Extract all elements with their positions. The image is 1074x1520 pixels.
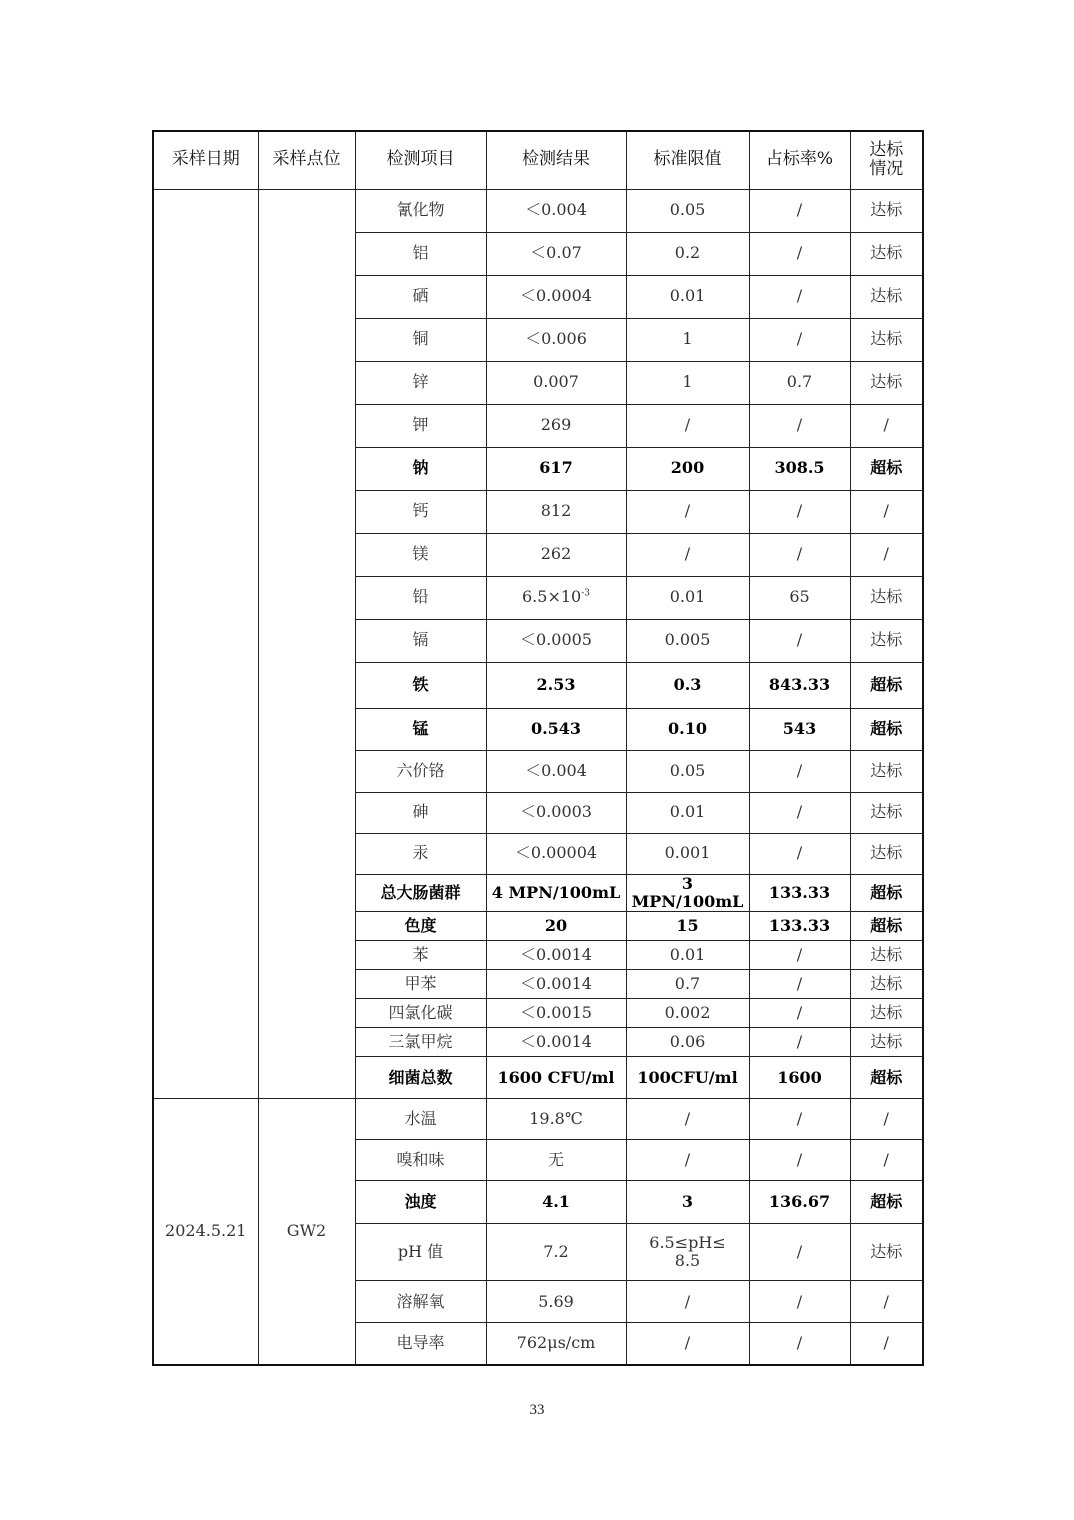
ratio-cell: / <box>749 1224 850 1281</box>
status-cell: 达标 <box>850 361 923 404</box>
result-cell: 0.543 <box>486 708 626 750</box>
status-cell: 达标 <box>850 1028 923 1057</box>
limit-cell: 1 <box>626 318 749 361</box>
ratio-cell: 133.33 <box>749 874 850 912</box>
limit-cell: 0.05 <box>626 750 749 792</box>
item-cell: 铅 <box>355 576 486 619</box>
item-cell: 铜 <box>355 318 486 361</box>
page-number: 33 <box>529 1402 545 1418</box>
limit-cell: 0.05 <box>626 189 749 232</box>
item-cell: 铝 <box>355 232 486 275</box>
ratio-cell: / <box>749 404 850 447</box>
header-result: 检测结果 <box>486 131 626 189</box>
status-cell: 超标 <box>850 662 923 708</box>
limit-cell: 0.2 <box>626 232 749 275</box>
limit-cell: 0.002 <box>626 999 749 1028</box>
ratio-cell: / <box>749 1323 850 1365</box>
item-cell: 细菌总数 <box>355 1057 486 1099</box>
ratio-cell: / <box>749 1140 850 1181</box>
item-cell: 汞 <box>355 833 486 874</box>
limit-cell: 100CFU/ml <box>626 1057 749 1099</box>
result-cell: 812 <box>486 490 626 533</box>
result-cell: ＜0.004 <box>486 750 626 792</box>
status-cell: 达标 <box>850 318 923 361</box>
item-cell: 色度 <box>355 912 486 941</box>
result-cell: ＜0.006 <box>486 318 626 361</box>
result-cell: 19.8℃ <box>486 1099 626 1140</box>
result-cell: ＜0.0015 <box>486 999 626 1028</box>
item-cell: 电导率 <box>355 1323 486 1365</box>
item-cell: 砷 <box>355 792 486 833</box>
item-cell: 苯 <box>355 941 486 970</box>
limit-cell: 1 <box>626 361 749 404</box>
item-cell: 铁 <box>355 662 486 708</box>
ratio-cell: 0.7 <box>749 361 850 404</box>
result-cell: 7.2 <box>486 1224 626 1281</box>
header-ratio: 占标率% <box>749 131 850 189</box>
item-cell: 钙 <box>355 490 486 533</box>
limit-cell: / <box>626 490 749 533</box>
result-cell: 20 <box>486 912 626 941</box>
result-cell: ＜0.07 <box>486 232 626 275</box>
ratio-cell: 843.33 <box>749 662 850 708</box>
item-cell: 浊度 <box>355 1181 486 1224</box>
limit-cell: / <box>626 1099 749 1140</box>
item-cell: 钠 <box>355 447 486 490</box>
limit-cell: 0.01 <box>626 576 749 619</box>
ratio-cell: / <box>749 1281 850 1323</box>
status-cell: 超标 <box>850 447 923 490</box>
limit-cell: 0.01 <box>626 941 749 970</box>
result-cell: ＜0.00004 <box>486 833 626 874</box>
status-cell: 达标 <box>850 1224 923 1281</box>
ratio-cell: / <box>749 490 850 533</box>
limit-cell: 3 <box>626 1181 749 1224</box>
result-cell: 1600 CFU/ml <box>486 1057 626 1099</box>
ratio-cell: / <box>749 619 850 662</box>
table-row <box>153 189 923 232</box>
result-cell: 0.007 <box>486 361 626 404</box>
status-cell: 超标 <box>850 1181 923 1224</box>
status-cell: 达标 <box>850 999 923 1028</box>
ratio-cell: / <box>749 792 850 833</box>
status-cell: 达标 <box>850 833 923 874</box>
item-cell: 总大肠菌群 <box>355 874 486 912</box>
table-body <box>153 189 923 1365</box>
status-cell: 达标 <box>850 750 923 792</box>
item-cell: 三氯甲烷 <box>355 1028 486 1057</box>
item-cell: 镁 <box>355 533 486 576</box>
item-cell: 钾 <box>355 404 486 447</box>
status-cell: 达标 <box>850 232 923 275</box>
item-cell: 氰化物 <box>355 189 486 232</box>
ratio-cell: / <box>749 941 850 970</box>
status-cell: / <box>850 404 923 447</box>
limit-cell: / <box>626 533 749 576</box>
item-cell: 溶解氧 <box>355 1281 486 1323</box>
result-cell: 617 <box>486 447 626 490</box>
header-site: 采样点位 <box>258 131 355 189</box>
result-cell <box>486 576 626 619</box>
item-cell: pH 值 <box>355 1224 486 1281</box>
result-cell: 无 <box>486 1140 626 1181</box>
limit-cell: 0.7 <box>626 970 749 999</box>
item-cell: 四氯化碳 <box>355 999 486 1028</box>
sampling-site-cell: GW2 <box>258 1099 355 1365</box>
header-date: 采样日期 <box>153 131 258 189</box>
result-value: 6.5×10 <box>522 587 582 607</box>
limit-cell: 0.06 <box>626 1028 749 1057</box>
ratio-cell: / <box>749 833 850 874</box>
result-cell: 2.53 <box>486 662 626 708</box>
limit-cell: / <box>626 1281 749 1323</box>
status-cell: 超标 <box>850 1057 923 1099</box>
sampling-date-cell: 2024.5.21 <box>153 1099 258 1365</box>
item-cell: 硒 <box>355 275 486 318</box>
ratio-cell: / <box>749 970 850 999</box>
result-exponent: -3 <box>581 588 590 599</box>
ratio-cell: 65 <box>749 576 850 619</box>
ratio-cell: / <box>749 750 850 792</box>
ratio-cell: 136.67 <box>749 1181 850 1224</box>
ratio-cell: 133.33 <box>749 912 850 941</box>
item-cell: 嗅和味 <box>355 1140 486 1181</box>
ratio-cell: / <box>749 318 850 361</box>
ratio-cell: / <box>749 275 850 318</box>
status-cell: 超标 <box>850 874 923 912</box>
result-cell: ＜0.004 <box>486 189 626 232</box>
header-item: 检测项目 <box>355 131 486 189</box>
limit-cell: 0.01 <box>626 275 749 318</box>
limit-cell: 0.10 <box>626 708 749 750</box>
limit-cell: 15 <box>626 912 749 941</box>
result-cell: 262 <box>486 533 626 576</box>
result-cell: ＜0.0014 <box>486 970 626 999</box>
ratio-cell: / <box>749 999 850 1028</box>
table-row <box>153 1099 923 1140</box>
item-cell: 水温 <box>355 1099 486 1140</box>
status-cell: 达标 <box>850 619 923 662</box>
header-limit: 标准限值 <box>626 131 749 189</box>
result-cell: 4.1 <box>486 1181 626 1224</box>
result-cell: 5.69 <box>486 1281 626 1323</box>
item-cell: 锌 <box>355 361 486 404</box>
status-cell: / <box>850 1099 923 1140</box>
ratio-cell: 308.5 <box>749 447 850 490</box>
result-cell: ＜0.0004 <box>486 275 626 318</box>
status-cell: / <box>850 1281 923 1323</box>
result-cell: ＜0.0014 <box>486 941 626 970</box>
ratio-cell: / <box>749 533 850 576</box>
item-cell: 锰 <box>355 708 486 750</box>
header-status: 达标 情况 <box>850 131 923 189</box>
status-cell: 超标 <box>850 708 923 750</box>
limit-cell: 6.5≤pH≤ 8.5 <box>626 1224 749 1281</box>
status-cell: / <box>850 490 923 533</box>
limit-cell: 0.001 <box>626 833 749 874</box>
limit-cell: 200 <box>626 447 749 490</box>
ratio-cell: / <box>749 1099 850 1140</box>
limit-cell: 0.01 <box>626 792 749 833</box>
result-cell: 4 MPN/100mL <box>486 874 626 912</box>
result-cell: ＜0.0005 <box>486 619 626 662</box>
limit-cell: / <box>626 404 749 447</box>
item-cell: 镉 <box>355 619 486 662</box>
result-cell: ＜0.0003 <box>486 792 626 833</box>
limit-cell: 0.3 <box>626 662 749 708</box>
results-table <box>152 130 924 1366</box>
limit-cell: 3 MPN/100mL <box>626 874 749 912</box>
ratio-cell: 1600 <box>749 1057 850 1099</box>
status-cell: 达标 <box>850 275 923 318</box>
ratio-cell: / <box>749 1028 850 1057</box>
status-cell: / <box>850 1323 923 1365</box>
status-cell: 超标 <box>850 912 923 941</box>
ratio-cell: / <box>749 189 850 232</box>
status-cell: 达标 <box>850 189 923 232</box>
limit-cell: 0.005 <box>626 619 749 662</box>
limit-cell: / <box>626 1140 749 1181</box>
status-cell: 达标 <box>850 576 923 619</box>
status-cell: / <box>850 533 923 576</box>
status-cell: 达标 <box>850 941 923 970</box>
header-row <box>153 131 923 189</box>
status-cell: 达标 <box>850 970 923 999</box>
item-cell: 六价铬 <box>355 750 486 792</box>
limit-cell: / <box>626 1323 749 1365</box>
sampling-date-cell <box>153 189 258 1099</box>
item-cell: 甲苯 <box>355 970 486 999</box>
status-cell: 达标 <box>850 792 923 833</box>
result-cell: 269 <box>486 404 626 447</box>
sampling-site-cell <box>258 189 355 1099</box>
status-cell: / <box>850 1140 923 1181</box>
ratio-cell: / <box>749 232 850 275</box>
ratio-cell: 543 <box>749 708 850 750</box>
result-cell: ＜0.0014 <box>486 1028 626 1057</box>
result-cell: 762μs/cm <box>486 1323 626 1365</box>
